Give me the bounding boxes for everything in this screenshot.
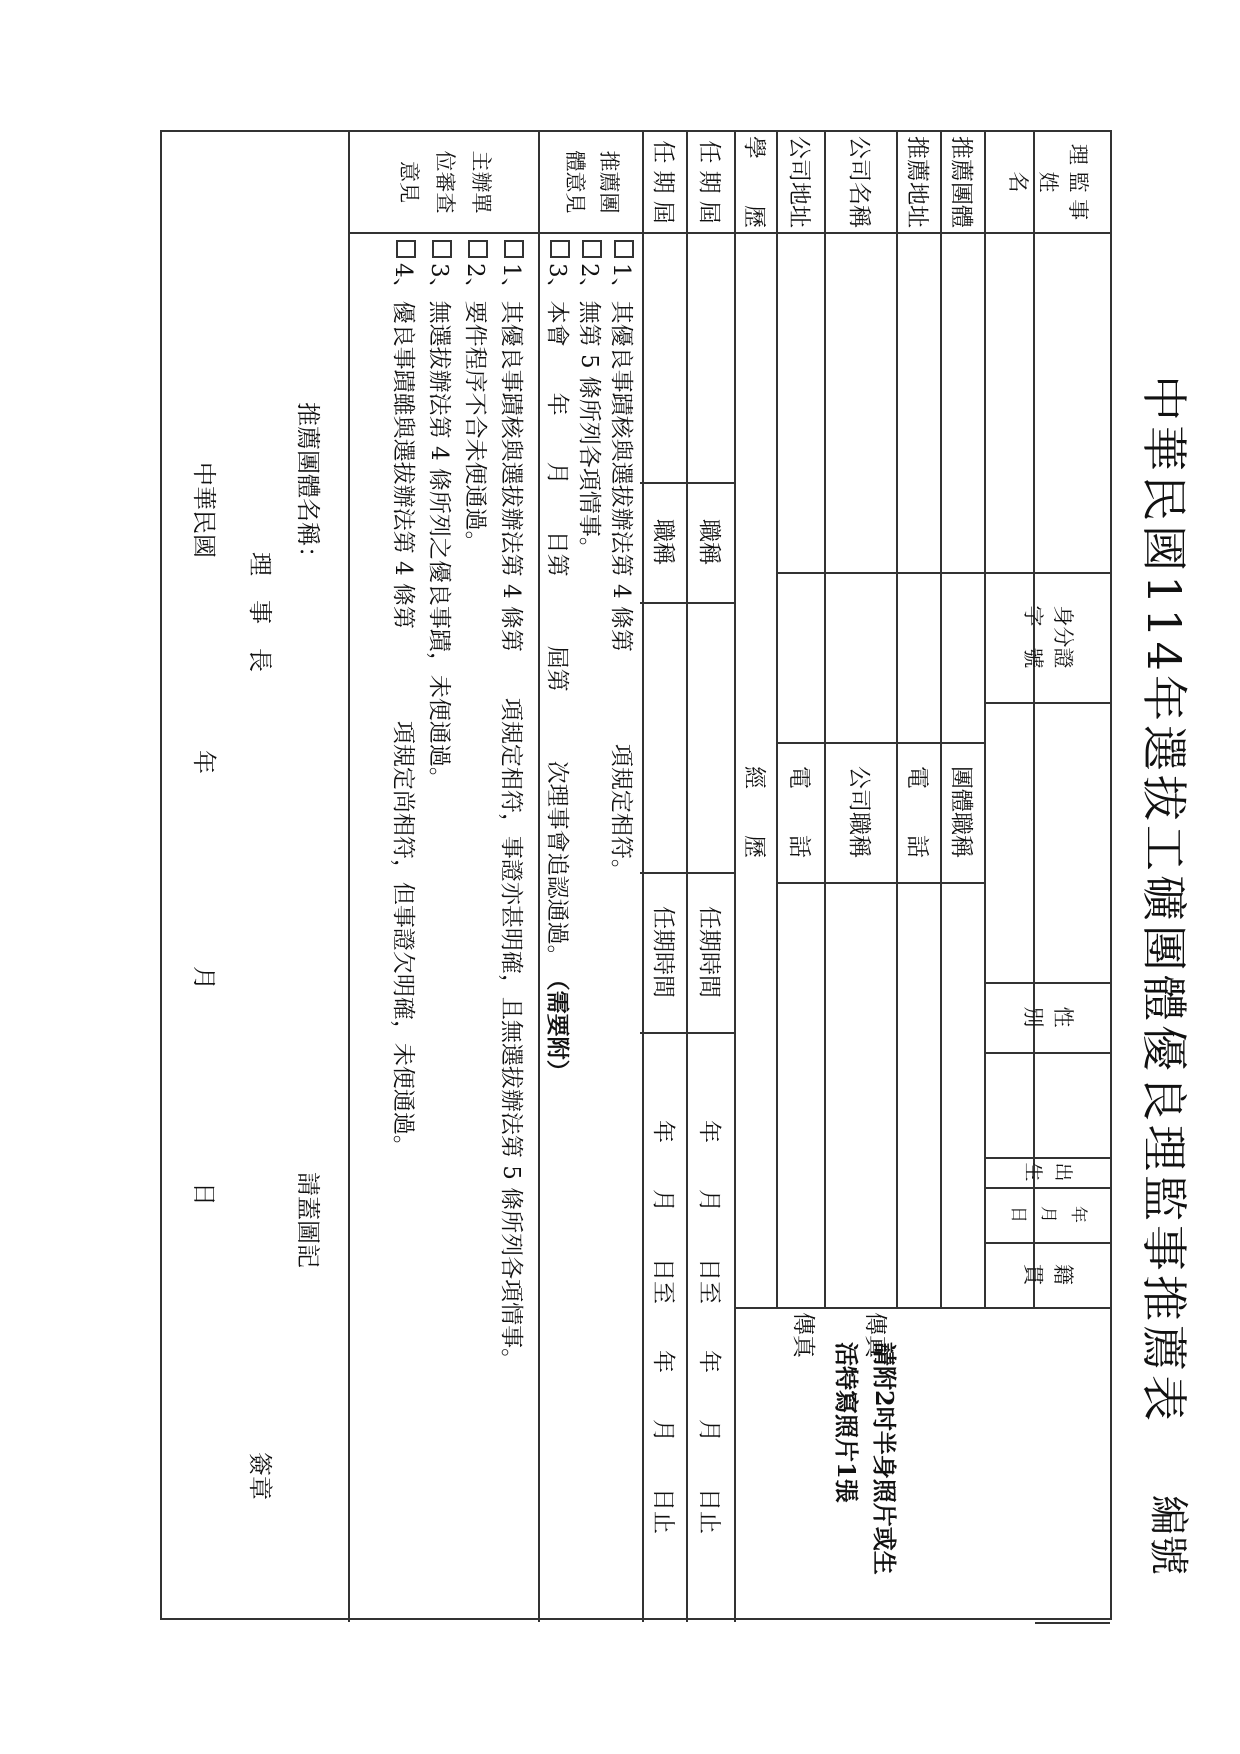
position-field-1[interactable] — [688, 602, 736, 872]
photo-area[interactable]: 請附2吋半身照片或生活特寫照片1張 — [832, 1342, 899, 1575]
reviewer-opinion-label: 主辦單位審查意見 — [397, 150, 493, 214]
fax2-label: 傳真 — [790, 1312, 817, 1358]
company-title-label: 公司職稱 — [846, 766, 873, 858]
footer-chairman: 理 事 長 — [246, 552, 274, 672]
checkbox-icon[interactable] — [468, 240, 488, 258]
company-address-field[interactable] — [778, 232, 826, 742]
footer-date: 中華民國 年 月 日 — [190, 462, 218, 1206]
term-time-label-1: 任期時間 — [696, 906, 723, 998]
term-label-2: 任 期 屆 — [650, 140, 677, 224]
fax-label: 傳真 — [862, 1312, 889, 1358]
company-title-field[interactable] — [826, 882, 898, 1307]
term-field-2[interactable] — [644, 232, 688, 482]
position-field-2[interactable] — [644, 602, 688, 872]
org-opinion-label: 推薦團體意見 — [563, 150, 621, 214]
org-field[interactable] — [942, 232, 986, 742]
checkbox-icon[interactable] — [396, 240, 416, 258]
form-table — [160, 130, 1112, 1620]
term-time-label-2: 任期時間 — [650, 906, 677, 998]
checkbox-icon[interactable] — [582, 240, 602, 258]
gender-field[interactable] — [986, 1052, 1110, 1157]
rec-address-label: 推薦地址 — [904, 136, 931, 228]
rec-address-field[interactable] — [898, 232, 942, 742]
company-name-field[interactable] — [826, 232, 898, 742]
director-name-label: 理 監 事 姓 名 — [1006, 143, 1090, 235]
reviewer-options — [356, 240, 532, 1615]
footer-stamp: 請蓋圖記 — [294, 1172, 322, 1268]
checkbox-icon[interactable] — [504, 240, 524, 258]
review-option-2[interactable]: 2、要件程序不合未便通過。 — [460, 240, 496, 1615]
id-number-field[interactable] — [986, 702, 1110, 982]
gender-label: 性 別 — [1021, 1006, 1075, 1028]
phone-field[interactable] — [898, 882, 942, 1307]
position-label-2: 職稱 — [650, 519, 677, 565]
serial-label: 編號 — [1145, 1495, 1191, 1575]
phone-label: 電 話 — [904, 766, 931, 858]
footer-sign[interactable]: 簽章 — [246, 1452, 274, 1500]
checkbox-icon[interactable] — [550, 240, 570, 258]
review-option-3[interactable]: 3、無選拔辦法第 4 條所列之優良事蹟，未便通過。 — [424, 240, 460, 1615]
org-option-3[interactable]: 3、本會 年 月 日第 屆第 次理事會追認通過。 （需要附） — [544, 240, 576, 1610]
experience-field[interactable] — [736, 882, 778, 1307]
checkbox-icon[interactable] — [432, 240, 452, 258]
org-title-field[interactable] — [942, 882, 986, 1307]
company-name-label: 公司名稱 — [846, 136, 873, 228]
form-title: 中華民國114年選拔工礦團體優良理監事推薦表 — [1137, 375, 1191, 1425]
org-label: 推薦團體 — [948, 136, 975, 228]
term-field-1[interactable] — [688, 232, 736, 482]
birth-date-field[interactable]: 年 月 日 — [1008, 1206, 1088, 1257]
checkbox-icon[interactable] — [614, 240, 634, 258]
review-option-4[interactable]: 4、優良事蹟雖與選拔辦法第 4 條第 項規定尚相符，但事證欠明確，未便通過。 — [388, 240, 424, 1615]
experience-label: 經 歷 — [741, 766, 768, 858]
education-field[interactable] — [736, 232, 778, 742]
position-label-1: 職稱 — [696, 519, 723, 565]
org-option-2[interactable]: 2、無第 5 條所列各項情事。 — [576, 240, 608, 1610]
date-range-2[interactable]: 年 月 日至 年 月 日止 — [650, 1120, 677, 1534]
id-number-label: 身分證 字 號 — [1021, 605, 1075, 669]
footer-org-name: 推薦團體名稱： — [294, 402, 322, 570]
company-address-label: 公司地址 — [786, 136, 813, 228]
native-place-label: 籍 貫 — [1021, 1264, 1075, 1285]
review-option-1[interactable]: 1、其優良事蹟核與選拔辦法第 4 條第 項規定相符，事證亦甚明確，且無選拔辦法第 5 條所列各項情事。 — [496, 240, 532, 1615]
date-range-1[interactable]: 年 月 日至 年 月 日止 — [696, 1120, 723, 1534]
birth-label: 出 生 — [1022, 1162, 1074, 1182]
term-label-1: 任 期 屆 — [696, 140, 723, 224]
education-label: 學 歷 — [741, 136, 768, 228]
org-title-label: 團體職稱 — [948, 766, 975, 858]
phone2-label: 電 話 — [786, 766, 813, 858]
phone2-field[interactable] — [778, 882, 826, 1307]
org-option-1[interactable]: 1、其優良事蹟核與選拔辦法第 4 條第 項規定相符。 — [608, 240, 640, 1610]
director-name-field[interactable] — [986, 232, 1110, 572]
org-opinion-options — [542, 240, 640, 1610]
